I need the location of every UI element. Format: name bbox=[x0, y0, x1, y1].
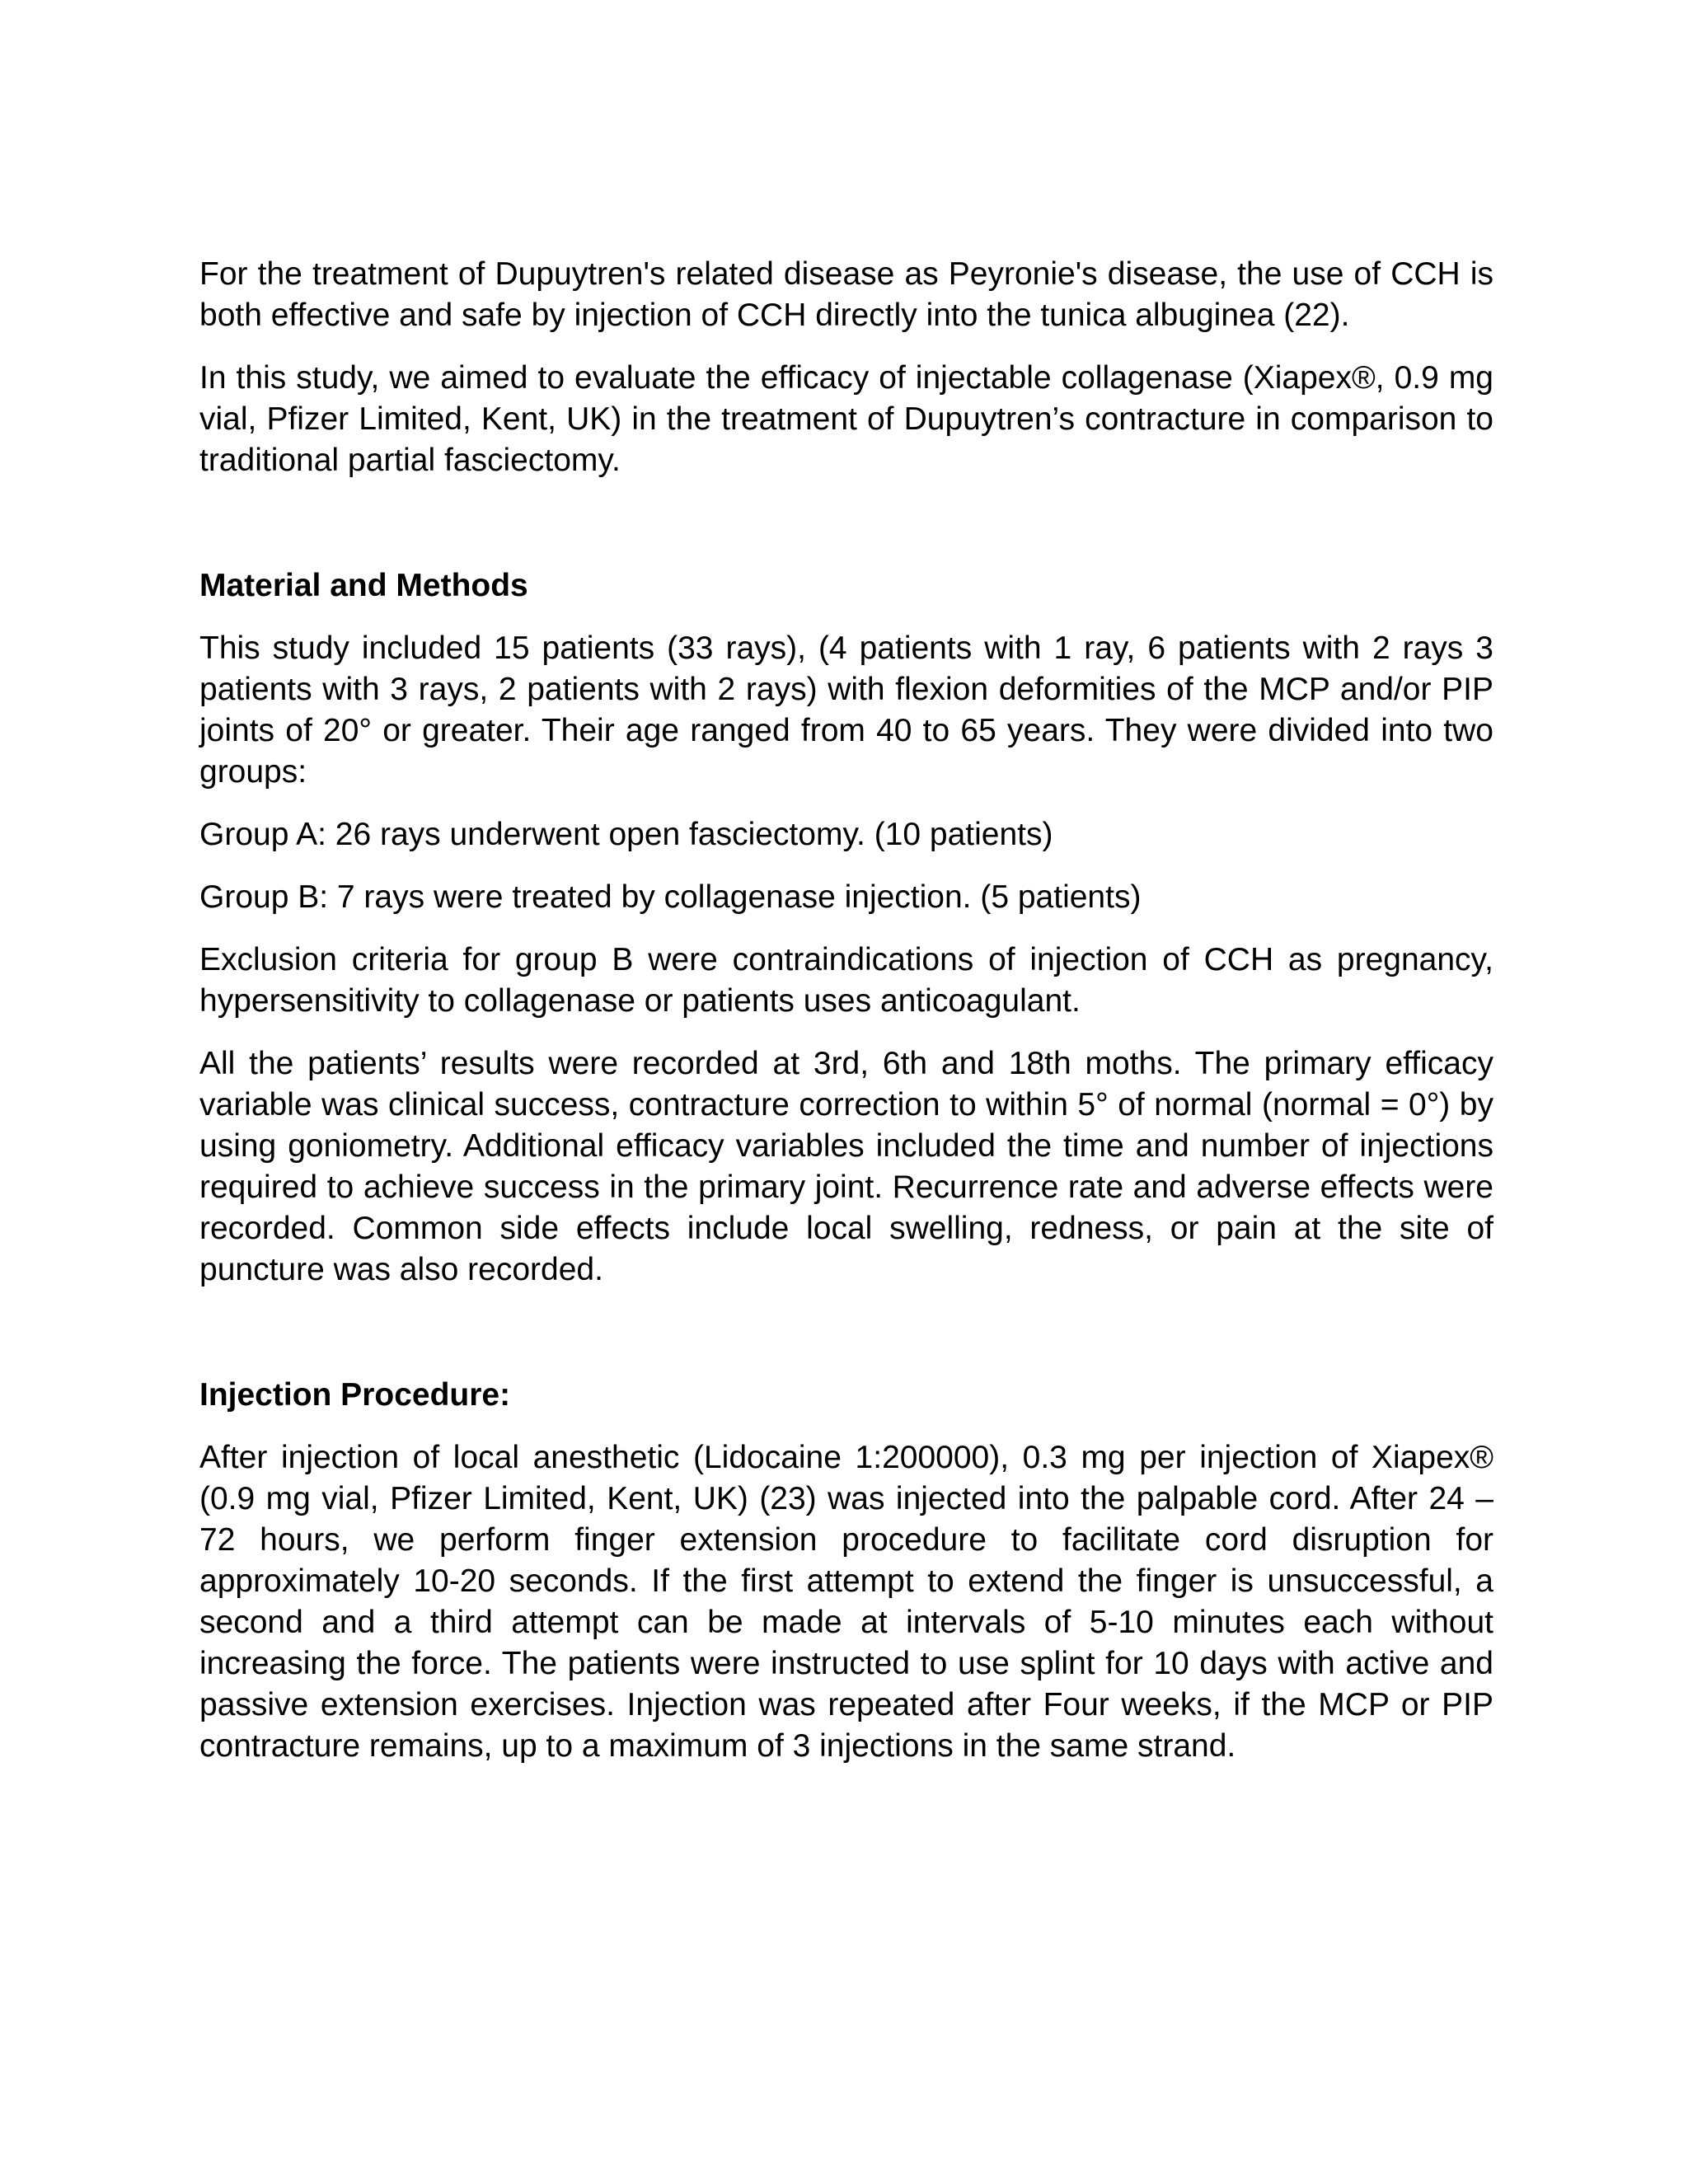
intro-paragraph-1: For the treatment of Dupuytren's related disease as Peyronie's disease, the use of CCH is both effective and safe by injection of CCH directly into the tunica albuginea (22). bbox=[199, 256, 1493, 333]
methods-group-a: Group A: 26 rays underwent open fasciectomy. (10 patients) bbox=[199, 817, 1053, 852]
methods-results-paragraph: All the patients’ results were recorded at 3rd, 6th and 18th moths. The primary efficacy variable was clinical success, contracture correction to within 5° of normal (normal = 0°) by using goniometry. Additional efficacy variables included the time and number of injections required to achieve success in the primary joint. Recurrence rate and adverse effects were recorded. Common side effects include local swelling, redness, or pain at the site of puncture was also recorded. bbox=[199, 1046, 1493, 1287]
spacer bbox=[199, 336, 1493, 358]
section-spacer bbox=[199, 1291, 1493, 1375]
spacer bbox=[199, 918, 1493, 940]
procedure-paragraph: After injection of local anesthetic (Lidocaine 1:200000), 0.3 mg per injection of Xiapex® (0.9 mg vial, Pfizer Limited, Kent, UK) (23) was injected into the palpable cord. After 24 – 72 hours, we perform finger extension procedure to facilitate cord disruption for approximately 10-20 seconds. If the first attempt to extend the finger is unsuccessful, a second and a third attempt can be made at intervals of 5-10 minutes each without increasing the force. The patients were instructed to use splint for 10 days with active and passive extension exercises. Injection was repeated after Four weeks, if the MCP or PIP contracture remains, up to a maximum of 3 injections in the same strand. bbox=[199, 1440, 1493, 1764]
spacer bbox=[199, 1022, 1493, 1043]
section-spacer bbox=[199, 481, 1493, 565]
procedure-heading: Injection Procedure: bbox=[199, 1377, 511, 1413]
methods-exclusion-criteria: Exclusion criteria for group B were contraindications of injection of CCH as pregnancy, hypersensitivity to collagenase or patients uses anticoagulant. bbox=[199, 942, 1493, 1019]
methods-paragraph-study: This study included 15 patients (33 rays), (4 patients with 1 ray, 6 patients with 2 rays 3 patients with 3 rays, 2 patients with 2 rays) with flexion deformities of the MCP and/or PIP joints of 20° or greater. Their age ranged from 40 to 65 years. They were divided into two groups: bbox=[199, 630, 1493, 790]
spacer bbox=[199, 1416, 1493, 1437]
methods-group-b: Group B: 7 rays were treated by collagenase injection. (5 patients) bbox=[199, 879, 1142, 915]
spacer bbox=[199, 607, 1493, 628]
spacer bbox=[199, 855, 1493, 877]
intro-paragraph-2: In this study, we aimed to evaluate the efficacy of injectable collagenase (Xiapex®, 0.9 mg vial, Pfizer Limited, Kent, UK) in the treatment of Dupuytren’s contracture in comparison to traditional partial fasciectomy. bbox=[199, 360, 1493, 478]
document-body bbox=[199, 254, 1493, 1767]
methods-heading: Material and Methods bbox=[199, 568, 528, 603]
spacer bbox=[199, 793, 1493, 814]
